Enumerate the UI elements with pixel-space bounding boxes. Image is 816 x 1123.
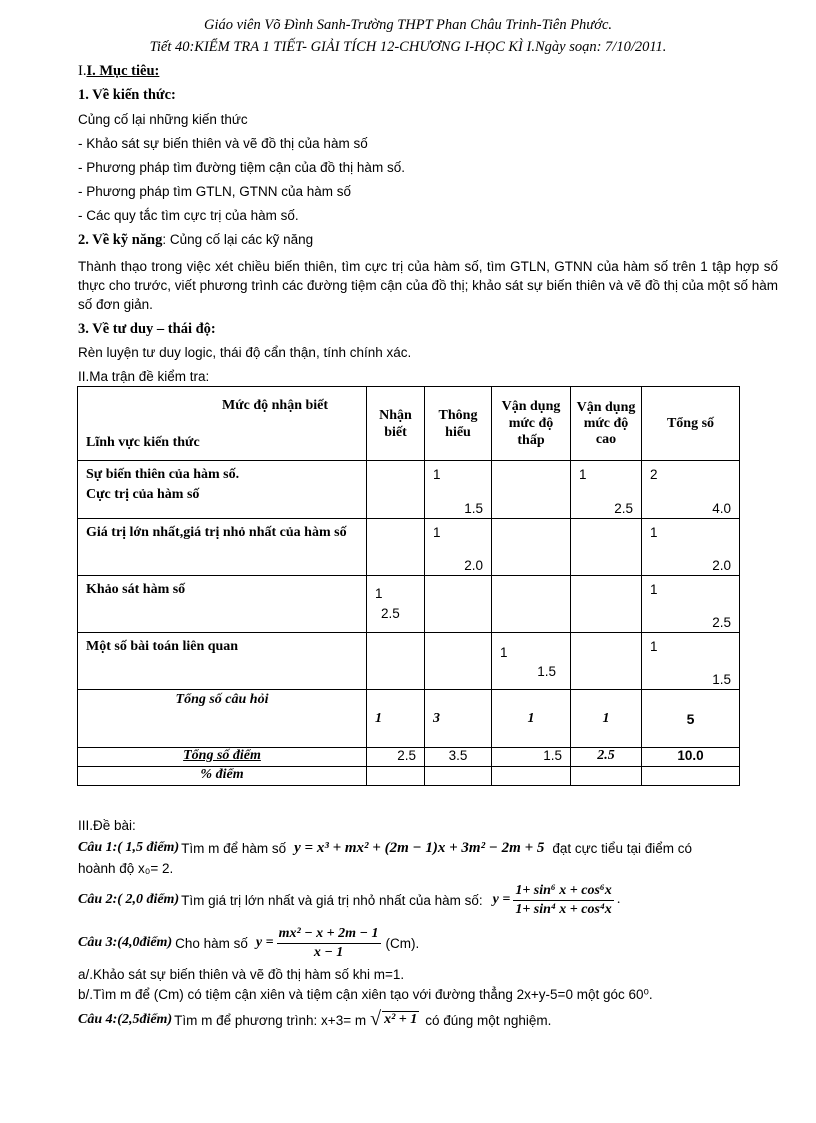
points-cell: 10.0 (642, 748, 740, 767)
skills-title: 2. Về kỹ năng (78, 232, 163, 248)
matrix-cell (425, 633, 492, 690)
col-header: Thông hiểu (425, 387, 492, 461)
q2-denominator: 1+ sin⁴ x + cos⁴x (515, 901, 612, 917)
knowledge-item: - Phương pháp tìm GTLN, GTNN của hàm số (78, 184, 351, 199)
matrix-cell: 1 2.0 (425, 519, 492, 576)
total-cell: 1 (571, 690, 642, 748)
q3-tail: (Cm). (385, 935, 420, 951)
q1-tail: đạt cực tiểu tại điểm có (552, 840, 692, 856)
q4-radicand: x² + 1 (384, 1012, 418, 1027)
matrix-cell (367, 633, 425, 690)
q1-text: Tìm m để hàm số (181, 840, 287, 856)
knowledge-title: 1. Về kiến thức: (78, 87, 176, 103)
matrix-cell (571, 519, 642, 576)
question-4 (78, 1006, 551, 1034)
row-label: Sự biến thiên của hàm số. Cực trị của hàm số (78, 461, 367, 519)
skills-paragraph: Thành thạo trong việc xét chiều biến thiên, tìm cực trị của hàm số, tìm GTLN, GTNN của hàm số trên 1 tập hợp số thực cho trước, viết phương trình các đường tiệm cận của đồ thị; khảo sát sự biến thiên và vẽ đồ thị của một số hàm số đơn giản. (78, 259, 778, 312)
points-cell: 2.5 (571, 748, 642, 767)
matrix-cell (425, 576, 492, 633)
total-questions-label: Tổng số câu hỏi (78, 690, 367, 748)
matrix-row (78, 576, 740, 633)
q3-denominator: x − 1 (313, 944, 344, 960)
matrix-corner-cell (78, 387, 367, 461)
total-cell: 3 (425, 690, 492, 748)
matrix-cell: 1 2.0 (642, 519, 740, 576)
q3-fraction (277, 925, 381, 962)
matrix-cell (367, 519, 425, 576)
question-2: Câu 2:( 2,0 điểm) Tìm giá trị lớn nhất và giá trị nhỏ nhất của hàm số: y = $\frac{\text{1+ sin⁶ x + cos⁶x}}{\text{1+ sin⁴ x + cos⁴x}}$ . (78, 882, 621, 917)
knowledge-intro: Củng cố lại những kiến thức (78, 112, 248, 127)
matrix-row (78, 461, 740, 519)
q4-text: Tìm m để phương trình: x+3= m (174, 1012, 367, 1028)
section-3-title: III.Đề bài: (78, 818, 136, 833)
matrix-cell: 1 1.5 (492, 633, 571, 690)
matrix-cell (492, 461, 571, 519)
section-1-heading (78, 63, 159, 80)
matrix-cell (571, 633, 642, 690)
skills-text: : Củng cố lại các kỹ năng (162, 232, 314, 247)
points-cell: 3.5 (425, 748, 492, 767)
corner-bottom-label: Lĩnh vực kiến thức (86, 435, 200, 450)
header-line-1: Giáo viên Võ Đình Sanh-Trường THPT Phan Châu Trinh-Tiên Phước. (203, 17, 613, 33)
q2-text: Tìm giá trị lớn nhất và giá trị nhỏ nhất của hàm số: (181, 892, 483, 908)
col-header: Vận dụng mức độ thấp (492, 387, 571, 461)
matrix-row (78, 519, 740, 576)
col-header: Vận dụng mức độ cao (571, 387, 642, 461)
q1-line-2: hoành độ x₀= 2. (78, 861, 174, 876)
col-header: Tổng số (642, 387, 740, 461)
matrix-cell (571, 576, 642, 633)
question-3: Câu 3:(4,0điểm) Cho hàm số y = $\frac{\text{mx² − x + 2m − 1}}{x - 1}$ (Cm). (78, 925, 420, 960)
total-points-label: Tổng số điểm (78, 748, 367, 767)
attitude-title: 3. Về tư duy – thái độ: (78, 321, 216, 337)
section-1-prefix: I. (78, 63, 87, 79)
q4-sqrt: √ x² + 1 (370, 1008, 418, 1030)
total-cell: 5 (642, 690, 740, 748)
q2-label: Câu 2:( 2,0 điểm) (78, 892, 180, 907)
q3-text: Cho hàm số (175, 935, 248, 951)
matrix-header-row (78, 387, 740, 461)
total-questions-row (78, 690, 740, 748)
q2-numerator: 1+ sin⁶ x + cos⁶x (513, 882, 613, 901)
matrix-table (77, 386, 740, 786)
matrix-cell: 1 2.5 (367, 576, 425, 633)
q1-label: Câu 1:( 1,5 điểm) (78, 840, 180, 855)
q2-fraction (513, 882, 613, 919)
total-cell: 1 (492, 690, 571, 748)
q1-formula: y = x³ + mx² + (2m − 1)x + 3m² − 2m + 5 (294, 839, 545, 856)
matrix-cell: 1 1.5 (642, 633, 740, 690)
total-points-row (78, 748, 740, 767)
points-cell: 2.5 (367, 748, 425, 767)
knowledge-item: - Phương pháp tìm đường tiệm cận của đồ thị hàm số. (78, 160, 405, 175)
matrix-cell: 1 2.5 (571, 461, 642, 519)
question-1 (78, 836, 692, 860)
q3-numerator: mx² − x + 2m − 1 (277, 925, 381, 944)
matrix-cell: 1 1.5 (425, 461, 492, 519)
knowledge-item: - Các quy tắc tìm cực trị của hàm số. (78, 208, 299, 223)
knowledge-item: - Khảo sát sự biến thiên và vẽ đồ thị của hàm số (78, 136, 368, 151)
q3-label: Câu 3:(4,0điểm) (78, 935, 173, 950)
skills-heading (78, 232, 313, 249)
section-2-title: II.Ma trận đề kiểm tra: (78, 369, 210, 384)
matrix-row (78, 633, 740, 690)
row-label: Giá trị lớn nhất,giá trị nhỏ nhất của hàm số (78, 519, 367, 576)
percent-label: % điểm (78, 767, 367, 786)
q4-label: Câu 4:(2,5điểm) (78, 1012, 173, 1027)
attitude-text: Rèn luyện tư duy logic, thái độ cẩn thận, tính chính xác. (78, 345, 412, 360)
header-line-2: Tiết 40:KIỂM TRA 1 TIẾT- GIẢI TÍCH 12-CHƯƠNG I-HỌC KÌ I.Ngày soạn: 7/10/2011. (149, 39, 667, 55)
q3-part-a: a/.Khảo sát sự biến thiên và vẽ đồ thị hàm số khi m=1. (78, 967, 405, 982)
corner-top-label: Mức độ nhận biết (222, 398, 329, 413)
section-1-title: I. Mục tiêu: (86, 63, 160, 79)
q4-tail: có đúng một nghiệm. (425, 1012, 552, 1028)
row-label: Khảo sát hàm số (78, 576, 367, 633)
matrix-cell: 1 2.5 (642, 576, 740, 633)
matrix-cell (492, 519, 571, 576)
col-header: Nhận biết (367, 387, 425, 461)
matrix-cell: 2 4.0 (642, 461, 740, 519)
points-cell: 1.5 (492, 748, 571, 767)
percent-row (78, 767, 740, 786)
matrix-cell (367, 461, 425, 519)
q3-part-b: b/.Tìm m để (Cm) có tiệm cận xiên và tiệm cận xiên tạo với đường thẳng 2x+y-5=0 một góc 60⁰. (78, 987, 653, 1002)
row-label: Một số bài toán liên quan (78, 633, 367, 690)
matrix-cell (492, 576, 571, 633)
total-cell: 1 (367, 690, 425, 748)
